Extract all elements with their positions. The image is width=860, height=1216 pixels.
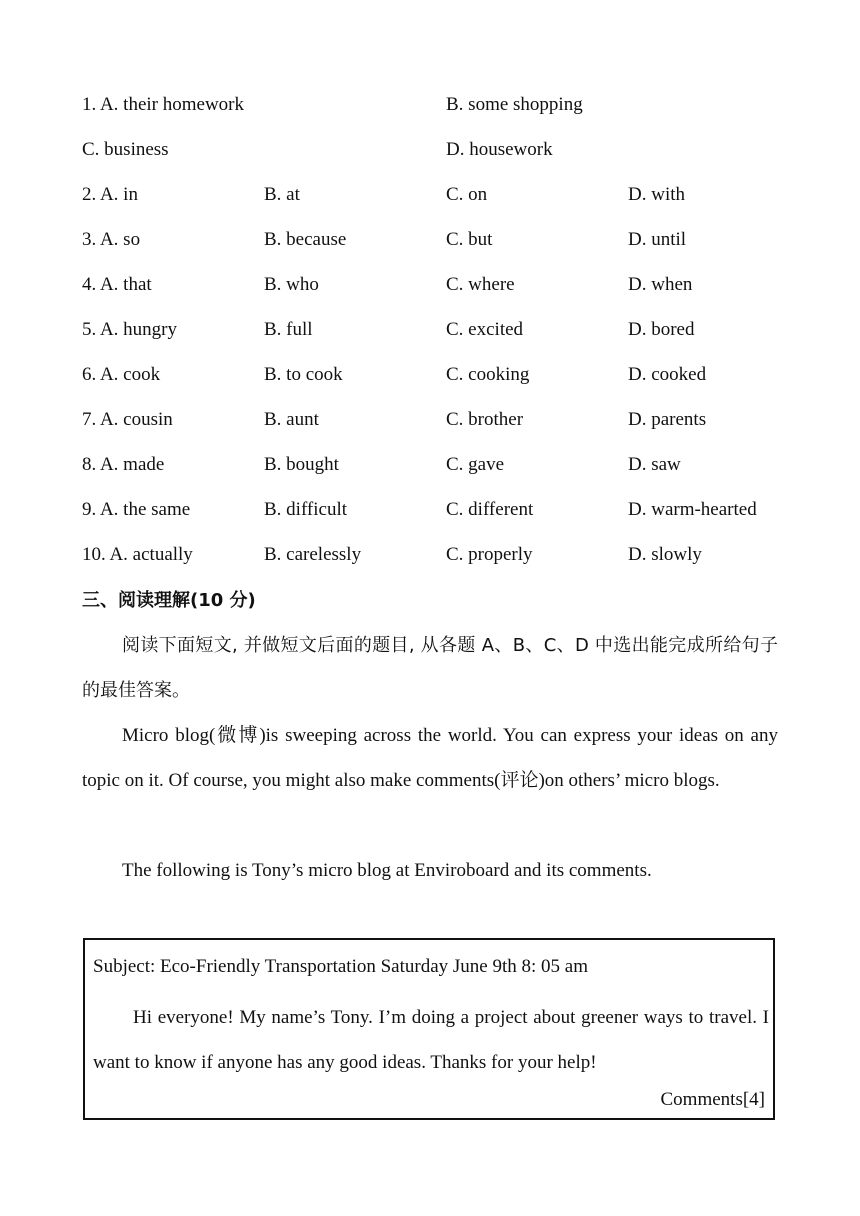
option-cell: D. cooked <box>628 364 707 385</box>
option-cell: 8. A. made <box>82 454 165 475</box>
option-cell: B. who <box>264 274 319 295</box>
blog-body: Hi everyone! My name’s Tony. I’m doing a project about greener ways to travel. I want to know if anyone has any good ideas. Thanks for your help! <box>93 1007 769 1073</box>
option-row <box>82 270 782 300</box>
option-cell: 1. A. their homework <box>82 94 245 115</box>
option-row <box>82 540 782 570</box>
option-cell: D. warm-hearted <box>628 499 757 520</box>
option-cell: C. cooking <box>446 364 530 385</box>
option-cell: D. until <box>628 229 687 250</box>
option-cell: 4. A. that <box>82 274 152 295</box>
option-cell: B. aunt <box>264 409 319 430</box>
passage-paragraph-1: Micro blog(微博)is sweeping across the world. You can express your ideas on any topic on it. Of course, you might also make comments(评论)on others’ micro blogs. <box>82 725 778 791</box>
option-cell: B. because <box>264 229 347 250</box>
option-cell: B. full <box>264 319 313 340</box>
passage-paragraph-2: The following is Tony’s micro blog at Enviroboard and its comments. <box>122 860 652 881</box>
section-instruction: 阅读下面短文, 并做短文后面的题目, 从各题 A、B、C、D 中选出能完成所给句子的最佳答案。 <box>82 635 778 701</box>
option-cell: C. properly <box>446 544 533 565</box>
option-cell: 3. A. so <box>82 229 141 250</box>
option-cell: D. parents <box>628 409 707 430</box>
option-cell: D. when <box>628 274 693 295</box>
option-row <box>82 135 782 165</box>
option-cell: C. on <box>446 184 488 205</box>
option-row <box>82 225 782 255</box>
option-cell: 5. A. hungry <box>82 319 177 340</box>
option-cell: D. bored <box>628 319 695 340</box>
option-row <box>82 450 782 480</box>
option-cell: B. to cook <box>264 364 343 385</box>
option-row <box>82 495 782 525</box>
option-cell: B. difficult <box>264 499 348 520</box>
micro-blog-box <box>83 938 775 1120</box>
option-cell: 7. A. cousin <box>82 409 173 430</box>
option-cell: B. at <box>264 184 300 205</box>
option-row <box>82 180 782 210</box>
option-cell: B. some shopping <box>446 94 583 115</box>
option-cell: 2. A. in <box>82 184 138 205</box>
option-cell: D. slowly <box>628 544 702 565</box>
option-cell: C. brother <box>446 409 524 430</box>
option-cell: C. gave <box>446 454 505 475</box>
blog-comments-count: Comments[4] <box>660 1089 765 1110</box>
option-cell: C. business <box>82 139 169 160</box>
option-row <box>82 405 782 435</box>
option-row <box>82 315 782 345</box>
option-cell: C. excited <box>446 319 524 340</box>
blog-subject: Subject: Eco-Friendly Transportation Saturday June 9th 8: 05 am <box>93 956 589 977</box>
option-cell: B. bought <box>264 454 339 475</box>
option-cell: C. different <box>446 499 534 520</box>
section-heading: 三、阅读理解(10 分) <box>82 590 256 611</box>
option-cell: C. where <box>446 274 515 295</box>
option-cell: 9. A. the same <box>82 499 191 520</box>
option-cell: C. but <box>446 229 493 250</box>
option-row <box>82 90 782 120</box>
option-cell: D. saw <box>628 454 681 475</box>
option-cell: 10. A. actually <box>82 544 193 565</box>
option-cell: 6. A. cook <box>82 364 161 385</box>
option-cell: D. with <box>628 184 685 205</box>
option-row <box>82 360 782 390</box>
option-cell: D. housework <box>446 139 553 160</box>
option-cell: B. carelessly <box>264 544 362 565</box>
